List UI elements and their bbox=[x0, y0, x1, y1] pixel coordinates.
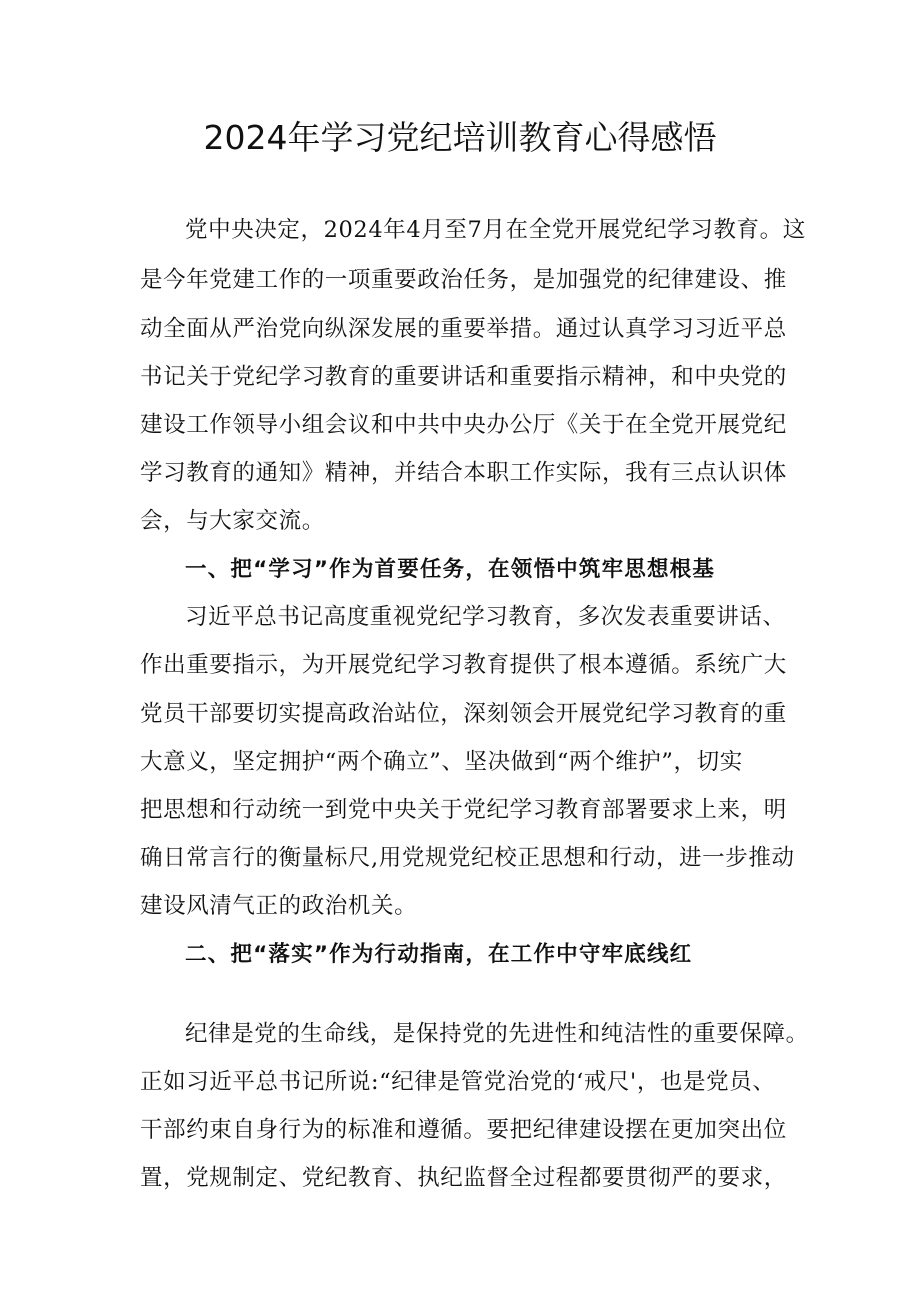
intro-line-4: 书记关于党纪学习教育的重要讲话和重要指示精神，和中央党的 bbox=[140, 364, 787, 390]
section-2-line-1: 纪律是党的生命线，是保持党的先进性和纯洁性的重要保障。 bbox=[185, 1021, 809, 1047]
section-1-heading: 一、把“学习”作为首要任务，在领悟中筑牢思想根基 bbox=[185, 557, 716, 582]
section-1-line-6: 确日常言行的衡量标尺,用党规党纪校正思想和行动，进一步推动 bbox=[140, 845, 795, 871]
intro-line-3: 动全面从严治党向纵深发展的重要举措。通过认真学习习近平总 bbox=[140, 316, 787, 342]
section-1-line-2: 作出重要指示，为开展党纪学习教育提供了根本遵循。系统广大 bbox=[140, 652, 787, 678]
intro-line-6: 学习教育的通知》精神，并结合本职工作实际，我有三点认识体 bbox=[140, 460, 787, 486]
intro-line-2: 是今年党建工作的一项重要政治任务，是加强党的纪律建设、推 bbox=[140, 267, 787, 293]
section-1-line-7: 建设风清气正的政治机关。 bbox=[140, 893, 418, 919]
section-2-line-2: 正如习近平总书记所说:“纪律是管党治党的‘戒尺'，也是党员、 bbox=[140, 1069, 776, 1095]
intro-line-7: 会，与大家交流。 bbox=[140, 508, 325, 534]
intro-line-5: 建设工作领导小组会议和中共中央办公厅《关于在全党开展党纪 bbox=[140, 412, 787, 438]
section-2-line-3: 干部约束自身行为的标准和遵循。要把纪律建设摆在更加突出位 bbox=[140, 1117, 787, 1143]
section-1-line-5: 把思想和行动统一到党中央关于党纪学习教育部署要求上来，明 bbox=[140, 797, 787, 823]
section-1-line-3: 党员干部要切实提高政治站位，深刻领会开展党纪学习教育的重 bbox=[140, 701, 787, 727]
intro-line-1: 党中央决定，2024年4月至7月在全党开展党纪学习教育。这 bbox=[185, 217, 806, 243]
section-2-heading: 二、把“落实”作为行动指南，在工作中守牢底线红 bbox=[185, 942, 693, 967]
document-title: 2024年学习党纪培训教育心得感悟 bbox=[203, 118, 717, 157]
section-1-line-1: 习近平总书记高度重视党纪学习教育，多次发表重要讲话、 bbox=[185, 604, 786, 630]
section-1-line-4: 大意义，坚定拥护“两个确立”、坚决做到“两个维护”，切实 bbox=[140, 749, 743, 775]
section-2-line-4: 置，党规制定、党纪教育、执纪监督全过程都要贯彻严的要求， bbox=[140, 1165, 787, 1191]
